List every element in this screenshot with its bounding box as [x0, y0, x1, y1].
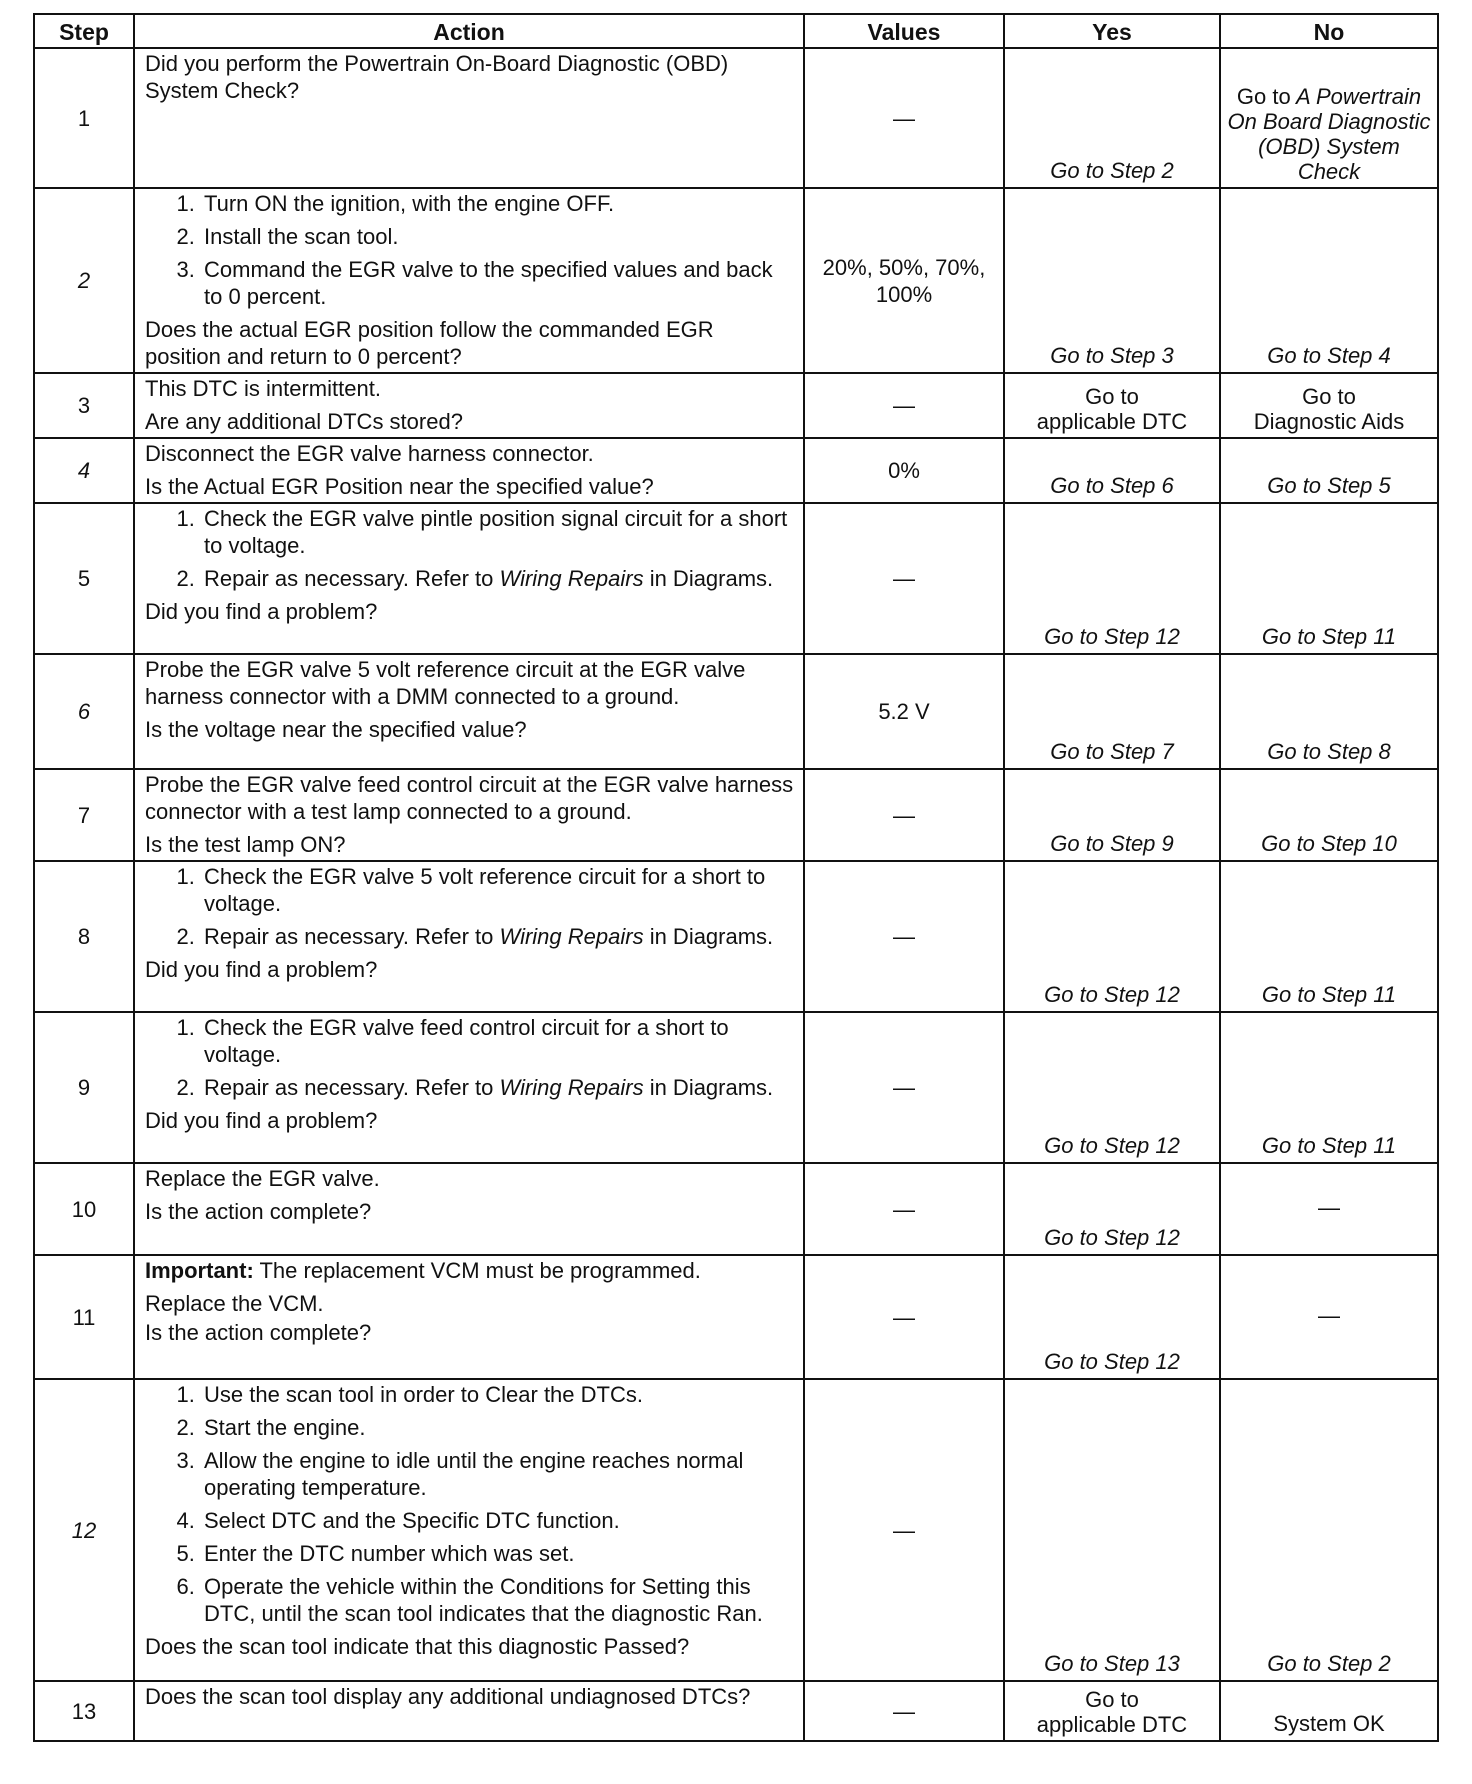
no-reference: A Powertrain On Board Diagnostic (OBD) System Check — [1227, 84, 1431, 184]
no-cell: — — [1220, 1163, 1438, 1255]
yes-line: Go to — [1085, 384, 1139, 409]
action-item: 2. Install the scan tool. — [201, 223, 795, 250]
step-number: 7 — [34, 769, 134, 861]
table-row — [34, 861, 1438, 1012]
action-item: 1. Use the scan tool in order to Clear the DTCs. — [201, 1381, 795, 1408]
action-item: 1. Check the EGR valve 5 volt reference circuit for a short to voltage. — [201, 863, 795, 917]
values-cell: — — [804, 769, 1004, 861]
action-text: Did you perform the Powertrain On-Board Diagnostic (OBD) System Check? — [145, 51, 729, 103]
important-label: Important: — [145, 1258, 254, 1283]
values-cell: — — [804, 861, 1004, 1012]
values-cell: 0% — [804, 438, 1004, 503]
header-step: Step — [34, 14, 134, 48]
no-cell: Go to Step 8 — [1220, 654, 1438, 769]
step-number: 3 — [34, 373, 134, 438]
yes-cell: Go to Step 12 — [1004, 1255, 1220, 1379]
action-item: 6. Operate the vehicle within the Conditions for Setting this DTC, until the scan tool indicates that the diagnostic Ran. — [201, 1573, 795, 1627]
table-row — [34, 503, 1438, 654]
yes-cell: Go to Step 12 — [1004, 1012, 1220, 1163]
table-row — [34, 1163, 1438, 1255]
yes-cell — [1004, 373, 1220, 438]
action-item — [201, 1074, 795, 1101]
action-cell — [134, 769, 804, 861]
no-cell: Go to Step 11 — [1220, 503, 1438, 654]
action-item-text: Repair as necessary. Refer to — [204, 1075, 500, 1100]
yes-cell — [1004, 1681, 1220, 1741]
yes-cell: Go to Step 13 — [1004, 1379, 1220, 1681]
values-cell: — — [804, 48, 1004, 188]
action-question: Did you find a problem? — [145, 957, 378, 982]
action-item — [201, 923, 795, 950]
action-item: 1. Turn ON the ignition, with the engine OFF. — [201, 190, 795, 217]
step-number: 9 — [34, 1012, 134, 1163]
diagnostic-table — [33, 13, 1439, 1742]
important-note — [145, 1257, 795, 1284]
action-cell — [134, 1681, 804, 1741]
action-question: Is the action complete? — [145, 1320, 372, 1345]
action-cell — [134, 1163, 804, 1255]
important-text: The replacement VCM must be programmed. — [253, 1258, 701, 1283]
step-number: 5 — [34, 503, 134, 654]
action-cell — [134, 654, 804, 769]
table-row — [34, 438, 1438, 503]
values-cell: 20%, 50%, 70%, 100% — [804, 188, 1004, 373]
action-item-text: in Diagrams. — [643, 924, 774, 949]
step-number: 2 — [34, 188, 134, 373]
table-row — [34, 188, 1438, 373]
action-question: Are any additional DTCs stored? — [145, 409, 463, 434]
action-text: Probe the EGR valve 5 volt reference circuit at the EGR valve harness connector with a DMM connected to a ground. — [145, 657, 746, 709]
action-item-text: Repair as necessary. Refer to — [204, 566, 500, 591]
table-row — [34, 1012, 1438, 1163]
action-item-text: in Diagrams. — [643, 1075, 774, 1100]
action-cell — [134, 438, 804, 503]
action-text: Replace the EGR valve. — [145, 1166, 380, 1191]
values-cell: 5.2 V — [804, 654, 1004, 769]
wiring-repairs-reference: Wiring Repairs — [499, 1075, 644, 1100]
no-cell: — — [1220, 1255, 1438, 1379]
action-question: Did you find a problem? — [145, 599, 378, 624]
yes-cell: Go to Step 7 — [1004, 654, 1220, 769]
step-number: 10 — [34, 1163, 134, 1255]
values-cell: — — [804, 1379, 1004, 1681]
step-number: 4 — [34, 438, 134, 503]
wiring-repairs-reference: Wiring Repairs — [499, 566, 644, 591]
action-question: Is the Actual EGR Position near the specified value? — [145, 474, 654, 499]
header-action: Action — [134, 14, 804, 48]
action-cell — [134, 1255, 804, 1379]
action-item: 4. Select DTC and the Specific DTC function. — [201, 1507, 795, 1534]
step-number: 6 — [34, 654, 134, 769]
yes-cell: Go to Step 9 — [1004, 769, 1220, 861]
header-no: No — [1220, 14, 1438, 48]
header-values: Values — [804, 14, 1004, 48]
yes-cell: Go to Step 3 — [1004, 188, 1220, 373]
action-item-text: Repair as necessary. Refer to — [204, 924, 500, 949]
no-line: Diagnostic Aids — [1253, 409, 1405, 434]
values-cell: — — [804, 503, 1004, 654]
header-yes: Yes — [1004, 14, 1220, 48]
table-row — [34, 1681, 1438, 1741]
action-cell — [134, 188, 804, 373]
no-cell: Go to Step 4 — [1220, 188, 1438, 373]
yes-cell: Go to Step 2 — [1004, 48, 1220, 188]
yes-cell: Go to Step 12 — [1004, 503, 1220, 654]
action-question: Does the scan tool indicate that this diagnostic Passed? — [145, 1634, 690, 1659]
action-question: Is the action complete? — [145, 1199, 372, 1224]
action-text: Replace the VCM. — [145, 1291, 324, 1316]
action-cell — [134, 48, 804, 188]
no-cell — [1220, 48, 1438, 188]
action-cell — [134, 861, 804, 1012]
action-question: Does the scan tool display any additional undiagnosed DTCs? — [145, 1684, 751, 1709]
no-prefix: Go to — [1236, 84, 1291, 109]
table-row — [34, 373, 1438, 438]
action-item-text: in Diagrams. — [643, 566, 774, 591]
step-number: 11 — [34, 1255, 134, 1379]
action-item: 3. Allow the engine to idle until the engine reaches normal operating temperature. — [201, 1447, 795, 1501]
action-text: Probe the EGR valve feed control circuit at the EGR valve harness connector with a test lamp connected to a ground. — [145, 772, 794, 824]
no-cell: Go to Step 5 — [1220, 438, 1438, 503]
action-question: Does the actual EGR position follow the commanded EGR position and return to 0 percent? — [145, 317, 714, 369]
values-cell: — — [804, 373, 1004, 438]
step-number: 13 — [34, 1681, 134, 1741]
action-item: 1. Check the EGR valve feed control circuit for a short to voltage. — [201, 1014, 795, 1068]
no-cell: Go to Step 2 — [1220, 1379, 1438, 1681]
table-row — [34, 1379, 1438, 1681]
no-cell — [1220, 373, 1438, 438]
action-cell — [134, 1012, 804, 1163]
values-cell: — — [804, 1255, 1004, 1379]
action-question: Is the voltage near the specified value? — [145, 717, 527, 742]
table-row — [34, 769, 1438, 861]
table-row — [34, 1255, 1438, 1379]
values-cell: — — [804, 1681, 1004, 1741]
action-question: Is the test lamp ON? — [145, 832, 346, 857]
step-number: 1 — [34, 48, 134, 188]
action-item: 2. Start the engine. — [201, 1414, 795, 1441]
step-number: 12 — [34, 1379, 134, 1681]
table-row — [34, 48, 1438, 188]
step-number: 8 — [34, 861, 134, 1012]
action-item: 3. Command the EGR valve to the specified values and back to 0 percent. — [201, 256, 795, 310]
no-cell: Go to Step 11 — [1220, 861, 1438, 1012]
action-cell — [134, 503, 804, 654]
yes-cell: Go to Step 12 — [1004, 861, 1220, 1012]
action-text: Disconnect the EGR valve harness connector. — [145, 441, 594, 466]
yes-line: applicable DTC — [1036, 409, 1188, 434]
header-row — [34, 14, 1438, 48]
action-question: Did you find a problem? — [145, 1108, 378, 1133]
values-cell: — — [804, 1163, 1004, 1255]
action-cell — [134, 1379, 804, 1681]
yes-line: applicable DTC — [1036, 1712, 1188, 1737]
action-item — [201, 565, 795, 592]
yes-cell: Go to Step 12 — [1004, 1163, 1220, 1255]
yes-line: Go to — [1085, 1687, 1139, 1712]
table-row — [34, 654, 1438, 769]
no-cell: System OK — [1220, 1681, 1438, 1741]
action-item: 1. Check the EGR valve pintle position signal circuit for a short to voltage. — [201, 505, 795, 559]
action-item: 5. Enter the DTC number which was set. — [201, 1540, 795, 1567]
values-cell: — — [804, 1012, 1004, 1163]
yes-cell: Go to Step 6 — [1004, 438, 1220, 503]
wiring-repairs-reference: Wiring Repairs — [499, 924, 644, 949]
action-cell — [134, 373, 804, 438]
no-line: Go to — [1302, 384, 1356, 409]
no-cell: Go to Step 11 — [1220, 1012, 1438, 1163]
action-text: This DTC is intermittent. — [145, 376, 381, 401]
no-cell: Go to Step 10 — [1220, 769, 1438, 861]
